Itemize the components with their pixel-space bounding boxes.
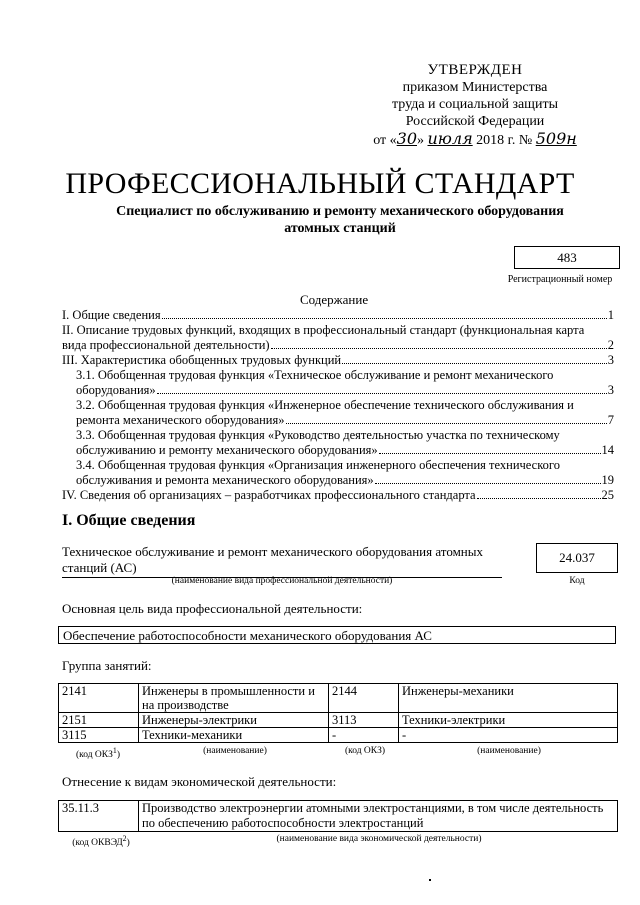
- toc-title: Содержание: [300, 292, 369, 307]
- subtitle-line-2: атомных станций: [284, 221, 396, 236]
- toc-item-text: 3.2. Обобщенная трудовая функция «Инженерное обеспечение технического обслуживания и: [76, 398, 574, 412]
- scan-speck: [429, 879, 431, 881]
- toc-item[interactable]: [62, 323, 614, 353]
- toc-item[interactable]: [62, 353, 614, 368]
- occupations-label: Группа занятий:: [62, 658, 152, 673]
- toc-item-text: 3.1. Обобщенная трудовая функция «Техническое обслуживание и ремонт механического: [76, 368, 554, 382]
- occ-code: 2141: [59, 684, 139, 713]
- purpose-value-box: Обеспечение работоспособности механического оборудования АС: [58, 626, 616, 644]
- table-of-contents: [62, 308, 614, 503]
- table-row: [59, 684, 618, 713]
- econ-label: Отнесение к видам экономической деятельности:: [62, 774, 337, 789]
- toc-leader: [286, 423, 607, 424]
- econ-code-caption-text: (код ОКВЭД: [72, 838, 123, 849]
- toc-item-text-cont: обслуживанию и ремонту механического оборудования»: [76, 443, 378, 457]
- occ-code: 3113: [329, 713, 399, 728]
- occ-name2-caption: (наименование): [477, 746, 541, 756]
- approval-line-1: приказом Министерства: [402, 80, 548, 95]
- toc-item-text: 3.4. Обобщенная трудовая функция «Организация инженерного обеспечения технического: [76, 458, 560, 472]
- occ-name: Инженеры-механики: [399, 684, 618, 713]
- occ-code: 2144: [329, 684, 399, 713]
- occupations-table: [58, 683, 618, 743]
- toc-item-text-cont: оборудования»: [76, 383, 156, 397]
- occ-code: -: [329, 728, 399, 743]
- toc-item-page: 25: [601, 488, 614, 502]
- toc-item[interactable]: [62, 458, 614, 488]
- order-day: 30: [396, 129, 417, 148]
- order-year: 2018 г. №: [472, 133, 536, 148]
- occ-name: -: [399, 728, 618, 743]
- toc-item-page: 2: [607, 338, 614, 352]
- econ-code-caption-end: ): [126, 838, 130, 849]
- toc-item[interactable]: [62, 428, 614, 458]
- toc-item[interactable]: [62, 398, 614, 428]
- order-month: июля: [427, 129, 473, 148]
- toc-item-page: 19: [601, 473, 614, 487]
- toc-item-text: 3.3. Обобщенная трудовая функция «Руководство деятельностью участка по техническому: [76, 428, 560, 442]
- toc-item-page: 7: [607, 413, 614, 427]
- occ-code-caption-end: ): [116, 750, 121, 761]
- document-subtitle: [60, 203, 620, 237]
- occ-name: Инженеры в промышленности и на производстве: [139, 684, 329, 713]
- document-title: ПРОФЕССИОНАЛЬНЫЙ СТАНДАРТ: [65, 167, 575, 200]
- toc-item-text: I. Общие сведения: [62, 308, 161, 322]
- footnote-ref: 1: [112, 746, 117, 755]
- section-heading: I. Общие сведения: [62, 512, 196, 529]
- occ-name-caption: (наименование): [203, 746, 267, 756]
- occ-name: Инженеры-электрики: [139, 713, 329, 728]
- table-row: [59, 801, 618, 832]
- occ-name: Техники-электрики: [399, 713, 618, 728]
- purpose-label: Основная цель вида профессиональной деятельности:: [62, 601, 363, 616]
- occ-code-caption: [58, 746, 138, 760]
- toc-item-text-cont: обслуживания и ремонта механического оборудования»: [76, 473, 374, 487]
- footnote-ref: 2: [122, 834, 127, 843]
- approval-line-2: труда и социальной защиты: [392, 97, 558, 112]
- approval-order-line: [360, 130, 590, 149]
- econ-table: [58, 800, 618, 832]
- econ-name-caption: (наименование вида экономической деятельности): [276, 834, 482, 844]
- approval-block: [360, 62, 590, 149]
- econ-code: 35.11.3: [59, 801, 139, 832]
- toc-leader: [157, 393, 607, 394]
- toc-item-page: 1: [607, 308, 614, 322]
- toc-item[interactable]: [62, 368, 614, 398]
- toc-leader: [271, 348, 607, 349]
- toc-item-text: II. Описание трудовых функций, входящих в профессиональный стандарт (функциональная карта: [62, 323, 585, 337]
- order-sep: »: [417, 133, 428, 148]
- toc-leader: [342, 363, 607, 364]
- occ-name: Техники-механики: [139, 728, 329, 743]
- activity-caption: (наименование вида профессиональной деятельности): [171, 576, 393, 586]
- toc-leader: [375, 483, 601, 484]
- toc-item-page: 3: [607, 353, 614, 367]
- toc-item-text-cont: вида профессиональной деятельности): [62, 338, 270, 352]
- activity-name: Техническое обслуживание и ремонт механического оборудования атомных станций (АС): [62, 544, 502, 578]
- econ-code-caption: [58, 834, 144, 848]
- toc-leader: [379, 453, 601, 454]
- order-number: 509н: [535, 129, 577, 148]
- approval-line-3: Российской Федерации: [405, 114, 545, 129]
- table-row: [59, 728, 618, 743]
- toc-item[interactable]: [62, 308, 614, 323]
- subtitle-line-1: Специалист по обслуживанию и ремонту механического оборудования: [116, 204, 564, 219]
- toc-leader: [162, 318, 607, 319]
- approval-title: УТВЕРЖДЕН: [427, 62, 523, 78]
- toc-item-text: IV. Сведения об организациях – разработчиках профессионального стандарта: [62, 488, 476, 502]
- toc-item-page: 3: [607, 383, 614, 397]
- occ-code2-caption: (код ОКЗ): [344, 746, 386, 756]
- toc-item-text-cont: ремонта механического оборудования»: [76, 413, 285, 427]
- toc-item-text: III. Характеристика обобщенных трудовых функций: [62, 353, 342, 367]
- econ-name: Производство электроэнергии атомными электростанциями, в том числе деятельность по обеспечению работоспособности электростанций: [139, 801, 618, 832]
- toc-leader: [477, 498, 601, 499]
- registration-number-box: 483: [514, 246, 620, 269]
- occ-code-caption-text: (код ОКЗ: [75, 750, 113, 761]
- registration-number-label: Регистрационный номер: [507, 274, 613, 285]
- activity-code-box: 24.037: [536, 543, 618, 573]
- toc-item[interactable]: [62, 488, 614, 503]
- occ-code: 2151: [59, 713, 139, 728]
- order-prefix: от «: [373, 133, 397, 148]
- occ-code: 3115: [59, 728, 139, 743]
- toc-item-page: 14: [601, 443, 614, 457]
- table-row: [59, 713, 618, 728]
- code-caption: Код: [569, 576, 585, 586]
